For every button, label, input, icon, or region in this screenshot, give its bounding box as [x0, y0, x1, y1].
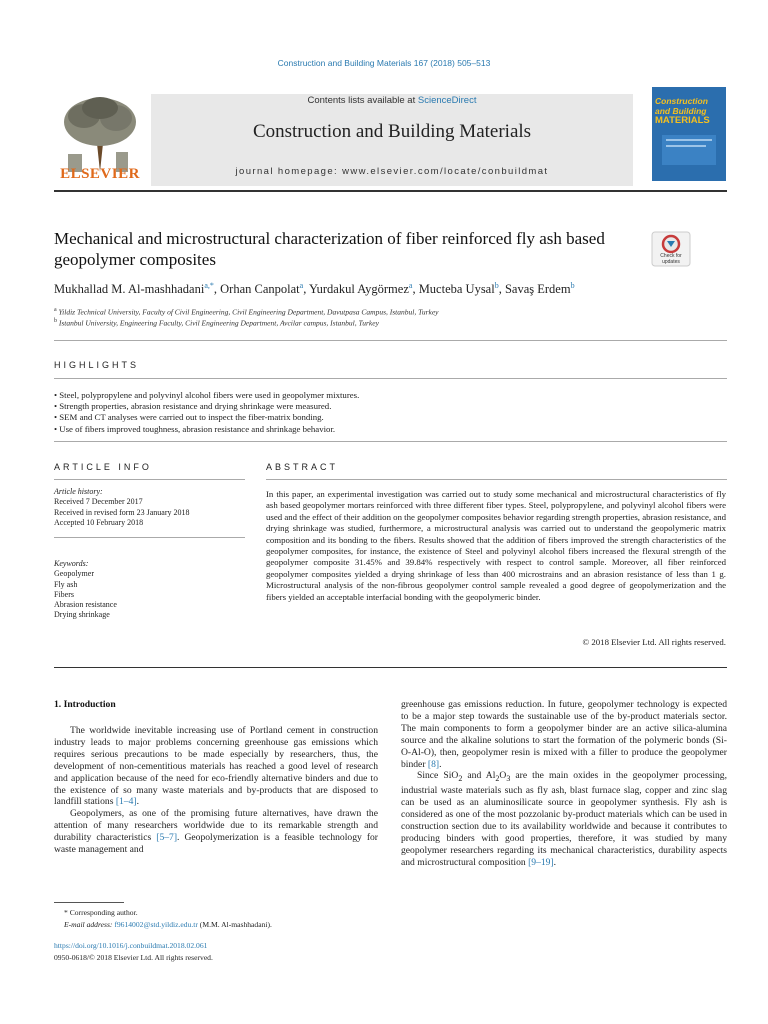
- article-info-heading: ARTICLE INFO: [54, 462, 152, 472]
- abstract-text: In this paper, an experimental investigation was carried out to study some mechanical and microstructural characteristics of fly ash based geopolymer mortars reinforced with three different fiber types. Steel, polypropylene, and polyvinyl alcohol fibers were used and the effect of their addition on the geopolymer composites behavior regarding strength properties, abrasion resistance, and drying shrinkage was studied, furthermore, a microstructural analysis was carried out to understand the geopolymeric matrix composition and its bonding to the fibers. Results showed that the addition of fibers improved the strength characteristics of the geopolymer composites, for instance, the existence of Steel and polyvinyl alcohol fibers increased the flexural strength of the geopolymer composite 31.45% and 39.84% respectively with respect to control sample. Moreover, all fiber reinforced geopolymer composites yielded a drying shrinkage of less than 400 microstrains and an abrasion resistance of less than 1 g. Microstructural analysis of the non-fibrous geopolymer control sample revealed a good degree of geopolymerization and the fibers yielded an acceptable interfacial bonding with the geopolymeric binder.: [266, 489, 726, 602]
- author-name[interactable]: Mucteba Uysal: [418, 282, 495, 297]
- corresponding-author-note: * Corresponding author.: [64, 908, 138, 917]
- journal-cover-image: Construction and Building MATERIALS: [652, 87, 726, 181]
- author-separator: ,: [303, 282, 309, 297]
- issn-line: 0950-0618/© 2018 Elsevier Ltd. All rights reserved.: [54, 953, 213, 962]
- author-affiliation-mark[interactable]: a: [299, 281, 304, 290]
- footnote-rule: [54, 902, 124, 903]
- author-affiliation-mark[interactable]: a,*: [204, 281, 214, 290]
- author-separator: ,: [498, 282, 505, 297]
- article-history: Article history: Received 7 December 2017 Received in revised form 23 January 2018 Accepted 10 February 2018: [54, 487, 190, 527]
- author-affiliation-mark[interactable]: b: [570, 281, 575, 290]
- keywords: Keywords: Geopolymer Fly ash Fibers Abrasion resistance Drying shrinkage: [54, 559, 117, 620]
- author-list: [54, 281, 734, 297]
- affiliation-a: $^a$ Yildiz Technical University, Faculty of Civil Engineering, Civil Engineering Department, Davutpasa Campus, Istanbul, Turkey: [54, 307, 439, 317]
- check-for-updates-badge[interactable]: Check for updates: [651, 231, 691, 267]
- highlight-item: • Strength properties, abrasion resistance and drying shrinkage were measured.: [54, 401, 332, 411]
- divider: [54, 340, 727, 341]
- contents-line: Contents lists available at ScienceDirect: [307, 95, 477, 106]
- header-rule: [54, 190, 727, 192]
- author-separator: ,: [213, 282, 221, 297]
- author-name[interactable]: Savaş Erdem: [504, 282, 571, 297]
- affiliation-b: $^b$ Istanbul University, Engineering Faculty, Civil Engineering Department, Avcilar campus, Istanbul, Turkey: [54, 318, 379, 328]
- author-affiliation-mark[interactable]: a: [408, 281, 413, 290]
- doi-link[interactable]: https://doi.org/10.1016/j.conbuildmat.2018.02.061: [54, 941, 208, 950]
- email-note: E-mail address: f9614002@std.yildiz.edu.tr (M.M. Al-mashhadani).: [64, 920, 272, 929]
- journal-title: Construction and Building Materials: [252, 121, 532, 142]
- reference-link[interactable]: [5–7]: [156, 832, 178, 844]
- journal-citation[interactable]: Construction and Building Materials 167 (2018) 505–513: [277, 58, 491, 68]
- reference-link[interactable]: [8]: [427, 758, 440, 770]
- highlight-item: • Use of fibers improved toughness, abrasion resistance and shrinkage behavior.: [54, 424, 336, 434]
- reference-link[interactable]: [1–4]: [115, 796, 137, 808]
- divider: [54, 479, 245, 480]
- highlight-item: • Steel, polypropylene and polyvinyl alcohol fibers were used in geopolymer mixtures.: [54, 390, 360, 400]
- divider: [54, 441, 727, 442]
- author-separator: ,: [412, 282, 419, 297]
- sciencedirect-link[interactable]: ScienceDirect: [417, 95, 477, 106]
- highlight-item: • SEM and CT analyses were carried out to inspect the fiber-matrix bonding.: [54, 412, 324, 422]
- divider: [54, 378, 727, 379]
- abstract-copyright: © 2018 Elsevier Ltd. All rights reserved.: [582, 637, 726, 647]
- divider: [54, 537, 245, 538]
- author-affiliation-mark[interactable]: b: [494, 281, 499, 290]
- divider: [266, 479, 727, 480]
- reference-link[interactable]: [9–19]: [528, 856, 554, 868]
- author-name[interactable]: Mukhallad M. Al-mashhadani: [54, 282, 205, 297]
- elsevier-logo-text: ELSEVIER: [60, 166, 140, 182]
- divider: [54, 667, 727, 668]
- journal-homepage[interactable]: journal homepage: www.elsevier.com/locate/conbuildmat: [235, 166, 549, 177]
- intro-left-column: The worldwide inevitable increasing use of Portland cement in construction industry leads to major problems concerning greenhouse gas emissions which requires serious precautions to be made especially by researchers, thus, the development of non-cementitious materials has reached a good level of research and application because of the need for eco-friendly alternative binders and due to the existence of so many waste materials and by-products that are disposed to landfill stations [1–4]. Geopolymers, as one of the promising future alternatives, have drawn the attention of many researchers worldwide due to its remarkable strength and durability characteristics [5–7]. Geopolymerization is a feasible technology for waste management and: [54, 725, 379, 856]
- email-link[interactable]: f9614002@std.yildiz.edu.tr: [114, 920, 198, 929]
- highlights-heading: HIGHLIGHTS: [54, 360, 140, 370]
- author-name[interactable]: Yurdakul Aygörmez: [309, 282, 409, 297]
- abstract-heading: ABSTRACT: [266, 462, 339, 472]
- intro-right-column: greenhouse gas emissions reduction. In future, geopolymer technology is expected to be a major step towards the sustainable use of the by-product materials sector. The main components to form a geopolymer binder are an active silica-alumina source and the alkaline solutions to start the formation of the polymeric bonds (Si-O-Al-O), then, geopolymer resin is mixed with a filler to produce the geopolymer binder [8]. Since SiO$_2$ and $Al_2O_3$ are the main oxides in the geopolymer processing, industrial waste materials such as fly ash, blast furnace slag, copper and zinc slag can be used as an aluminosilicate source in geopolymer synthesis. Fly ash is considered as one of the most pozzolanic by-product materials which can be used in construction section due to its availability worldwide and because it contributes to producing binders with good properties, therefore, it was studied by many geopolymer researchers regarding its mechanical characteristics, durability aspects and microstructural composition [9–19].: [401, 699, 727, 868]
- section-heading-introduction: 1. Introduction: [54, 699, 116, 710]
- article-title: Mechanical and microstructural characterization of fiber reinforced fly ash based geopolymer composites: [54, 229, 605, 269]
- author-name[interactable]: Orhan Canpolat: [220, 282, 300, 297]
